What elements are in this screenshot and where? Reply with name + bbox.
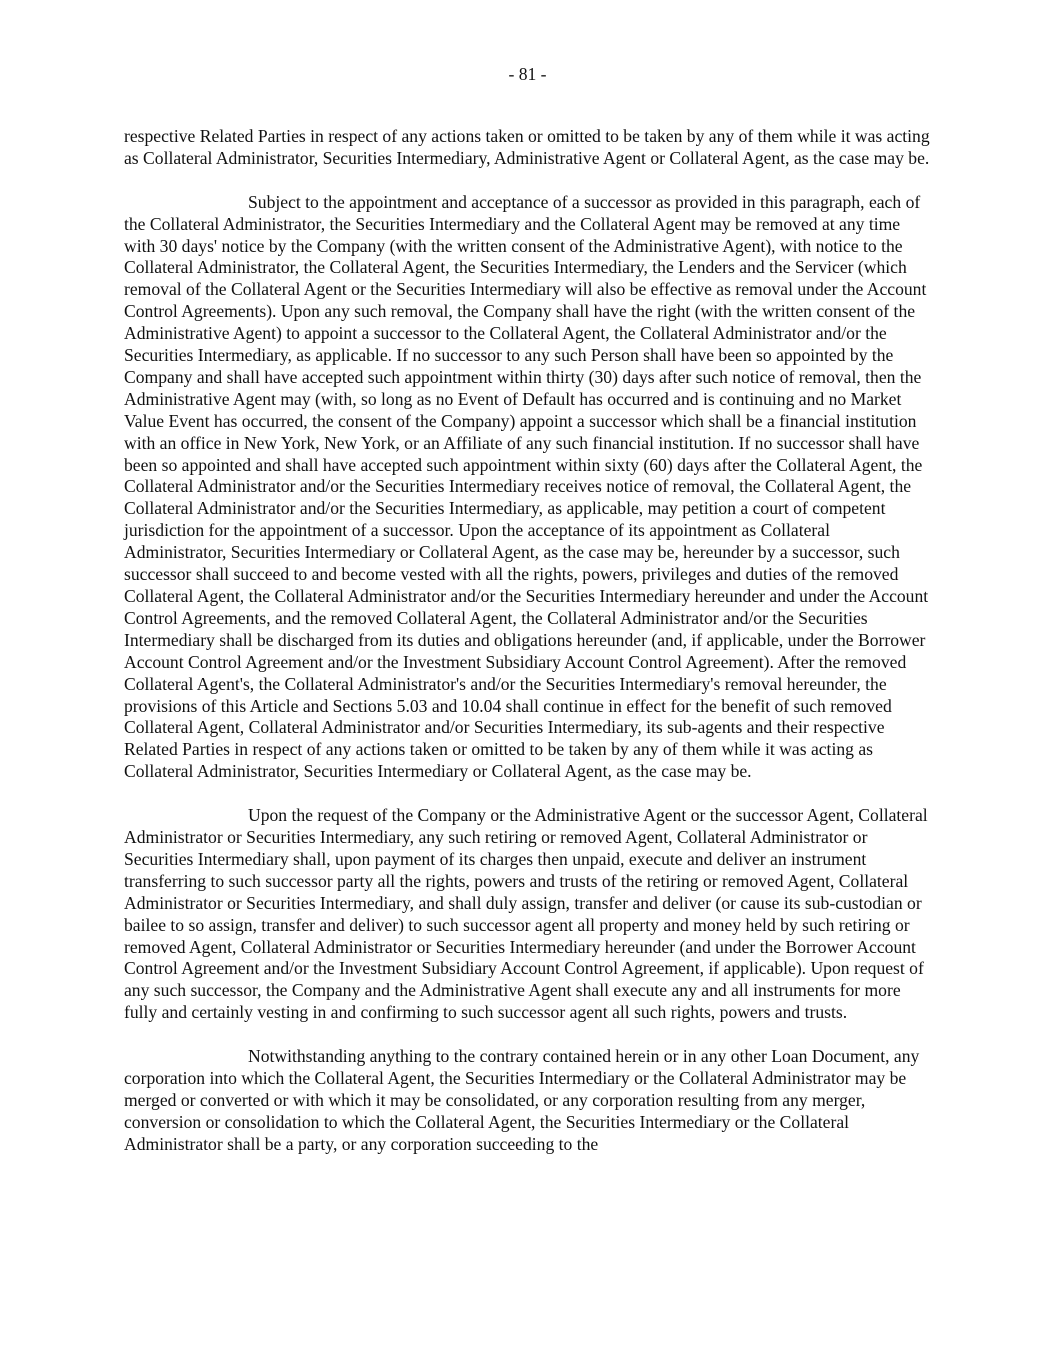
paragraph-continuation: respective Related Parties in respect of any actions taken or omitted to be taken by any of them while it was acting as Collateral Administrator, Securities Intermediary, Administrative Agent or Collateral Agent, as the case may be. — [124, 126, 930, 168]
document-body — [124, 126, 934, 1177]
paragraph-merger-succession: Notwithstanding anything to the contrary contained herein or in any other Loan Document, any corporation into which the Collateral Agent, the Securities Intermediary or the Collateral Administrator may be merged or converted or with which it may be consolidated, or any corporation resulting from any merger, conversion or consolidation to which the Collateral Agent, the Securities Intermediary or the Collateral Administrator shall be a party, or any corporation succeeding to the — [124, 1046, 920, 1154]
page-number: - 81 - — [508, 64, 547, 84]
paragraph-removal-of-agents: Subject to the appointment and acceptance of a successor as provided in this paragraph, each of the Collateral Administrator, the Securities Intermediary and the Collateral Agent may be removed at any time with 30 days' notice by the Company (with the written consent of the Administrative Agent), with notice to the Collateral Administrator, the Collateral Agent, the Securities Intermediary, the Lenders and the Servicer (which removal of the Collateral Agent or the Securities Intermediary will also be effective as removal under the Account Control Agreements). Upon any such removal, the Company shall have the right (with the written consent of the Administrative Agent) to appoint a successor to the Collateral Agent, the Collateral Administrator and/or the Securities Intermediary, as applicable. If no successor to any such Person shall have been so appointed by the Company and shall have accepted such appointment within thirty (30) days after such notice of removal, then the Administrative Agent may (with, so long as no Event of Default has occurred and is continuing and no Market Value Event has occurred, the consent of the Company) appoint a successor which shall be a financial institution with an office in New York, New York, or an Affiliate of any such financial institution. If no successor shall have been so appointed and shall have accepted such appointment within sixty (60) days after the Collateral Agent, the Collateral Administrator and/or the Securities Intermediary receives notice of removal, the Collateral Agent, the Collateral Administrator and/or the Securities Intermediary, as applicable, may petition a court of competent jurisdiction for the appointment of a successor. Upon the acceptance of its appointment as Collateral Administrator, Securities Intermediary or Collateral Agent, as the case may be, hereunder by a successor, such successor shall succeed to and become vested with all the rights, powers, privileges and duties of the removed Collateral Agent, the Collateral Administrator and/or the Securities Intermediary hereunder and under the Account Control Agreements, and the removed Collateral Agent, the Collateral Administrator and/or the Securities Intermediary shall be discharged from its duties and obligations hereunder (and, if applicable, under the Borrower Account Control Agreement and/or the Investment Subsidiary Account Control Agreement). After the removed Collateral Agent's, the Collateral Administrator's and/or the Securities Intermediary's removal hereunder, the provisions of this Article and Sections 5.03 and 10.04 shall continue in effect for the benefit of such removed Collateral Agent, Collateral Administrator and/or Securities Intermediary, its sub-agents and their respective Related Parties in respect of any actions taken or omitted to be taken by any of them while it was acting as Collateral Administrator, Securities Intermediary or Collateral Agent, as the case may be. — [124, 191, 929, 782]
paragraph-transfer-to-successor: Upon the request of the Company or the Administrative Agent or the successor Agent, Collateral Administrator or Securities Intermediary, any such retiring or removed Agent, Collateral Administrator or Securities Intermediary shall, upon payment of its charges then unpaid, execute and deliver an instrument transferring to such successor party all the rights, powers and trusts of the retiring or removed Agent, Collateral Administrator or Securities Intermediary, and shall duly assign, transfer and deliver (or cause its sub-custodian or bailee to so assign, transfer and deliver) to such successor agent all property and money held by such retiring or removed Agent, Collateral Administrator or Securities Intermediary hereunder (and under the Borrower Account Control Agreement and/or the Investment Subsidiary Account Control Agreement, if applicable). Upon request of any such successor, the Company and the Administrative Agent shall execute any and all instruments for more fully and certainly vesting in and confirming to such successor agent all such rights, powers and trusts. — [124, 805, 928, 1023]
